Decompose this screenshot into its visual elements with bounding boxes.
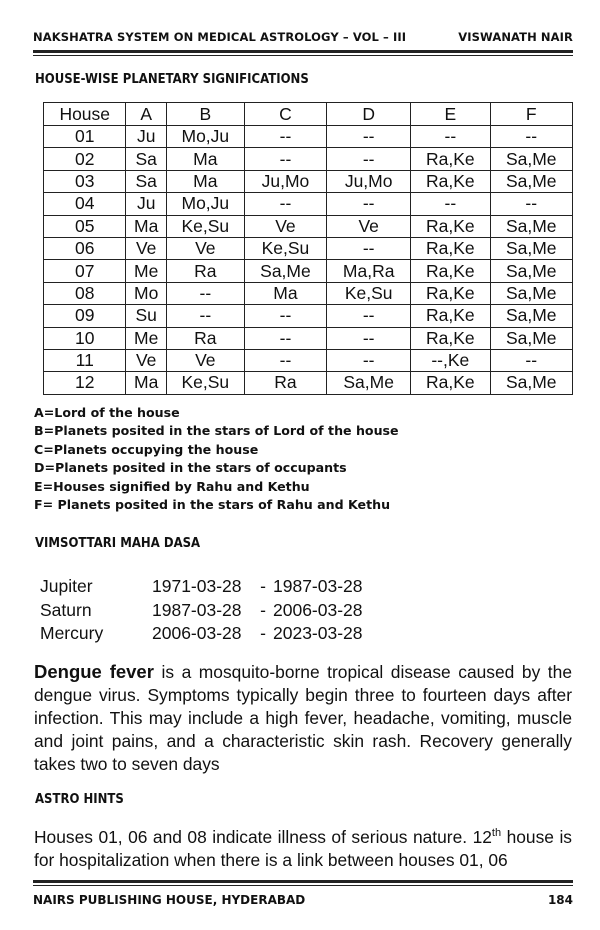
hints-title: ASTRO HINTS xyxy=(35,792,124,807)
table-cell: Ra,Ke xyxy=(411,282,490,304)
table-cell: Sa,Me xyxy=(490,282,573,304)
table-cell: Mo,Ju xyxy=(166,126,244,148)
dasa-end: 2023-03-28 xyxy=(273,623,363,643)
legend-item: B=Planets posited in the stars of Lord of the house xyxy=(34,423,399,439)
table-cell: Ve xyxy=(166,349,244,371)
table-cell: -- xyxy=(490,349,573,371)
table-cell: Ma xyxy=(126,215,166,237)
table-cell: -- xyxy=(327,193,411,215)
table-cell: -- xyxy=(166,305,244,327)
page-number: 184 xyxy=(547,893,573,907)
footer-rule xyxy=(33,885,573,886)
table-cell: -- xyxy=(327,305,411,327)
table-row xyxy=(44,349,573,371)
table-cell: Sa,Me xyxy=(244,260,326,282)
table-cell: 10 xyxy=(44,327,126,349)
table-cell: Ra,Ke xyxy=(411,170,490,192)
table-cell: Ve xyxy=(244,215,326,237)
dasa-title: VIMSOTTARI MAHA DASA xyxy=(35,536,201,551)
table-cell: Ra,Ke xyxy=(411,215,490,237)
table-row xyxy=(44,372,573,394)
table-cell: Sa,Me xyxy=(327,372,411,394)
column-header: D xyxy=(327,103,411,126)
column-header: B xyxy=(166,103,244,126)
table-cell: -- xyxy=(327,148,411,170)
dengue-text: is a mosquito-borne tropical disease caused by the dengue virus. Symptoms typically begin three to fourteen days after infection. This may include a high fever, headache, vomiting, muscle and joint pains, and a characteristic skin rash. Recovery generally takes two to seven days xyxy=(34,662,572,774)
dasa-start: 1971-03-28 xyxy=(152,576,242,596)
table-cell: Sa,Me xyxy=(490,327,573,349)
table-row xyxy=(44,305,573,327)
dasa-separator: - xyxy=(260,623,266,643)
table-cell: Ju xyxy=(126,193,166,215)
author-name: VISWANATH NAIR xyxy=(458,30,573,44)
publisher-name: NAIRS PUBLISHING HOUSE, HYDERABAD xyxy=(33,893,306,907)
table-cell: -- xyxy=(244,193,326,215)
table-cell: -- xyxy=(327,349,411,371)
table-cell: Mo,Ju xyxy=(166,193,244,215)
dasa-row xyxy=(40,575,374,599)
book-title: NAKSHATRA SYSTEM ON MEDICAL ASTROLOGY – VOL – III xyxy=(33,30,407,44)
legend-item: C=Planets occupying the house xyxy=(34,441,259,457)
table-header-row xyxy=(44,103,573,126)
table-cell: Ve xyxy=(126,237,166,259)
table-cell: 03 xyxy=(44,170,126,192)
hints-text-2: house is for hospitalization when there is a link between houses 01, 06 xyxy=(34,826,573,870)
table-cell: Me xyxy=(126,327,166,349)
table-cell: -- xyxy=(166,282,244,304)
table-cell: -- xyxy=(244,148,326,170)
table-cell: 12 xyxy=(44,372,126,394)
table-cell: 04 xyxy=(44,193,126,215)
table-cell: Ra,Ke xyxy=(411,237,490,259)
table-row xyxy=(44,237,573,259)
page-header xyxy=(33,24,573,53)
table-cell: Ju,Mo xyxy=(244,170,326,192)
dasa-periods xyxy=(40,575,374,646)
dasa-row xyxy=(40,599,374,623)
table-cell: Sa xyxy=(126,148,166,170)
legend-item: E=Houses signified by Rahu and Kethu xyxy=(34,478,310,494)
dasa-separator: - xyxy=(260,599,266,620)
table-cell: Ra xyxy=(244,372,326,394)
table-row xyxy=(44,170,573,192)
dasa-start: 2006-03-28 xyxy=(152,623,242,643)
table-cell: Su xyxy=(126,305,166,327)
table-cell: -- xyxy=(327,237,411,259)
dasa-separator: - xyxy=(260,576,266,596)
legend-item: A=Lord of the house xyxy=(34,405,180,420)
table-cell: Ve xyxy=(327,215,411,237)
column-header: F xyxy=(490,103,573,126)
table-cell: Ra xyxy=(166,327,244,349)
table-cell: -- xyxy=(244,349,326,371)
table-row xyxy=(44,148,573,170)
table-cell: Ra,Ke xyxy=(411,148,490,170)
table-legend xyxy=(34,404,399,514)
hints-paragraph xyxy=(34,822,572,872)
table-cell: Ke,Su xyxy=(327,282,411,304)
table-cell: 11 xyxy=(44,349,126,371)
table-title: HOUSE-WISE PLANETARY SIGNIFICATIONS xyxy=(35,72,309,87)
table-row xyxy=(44,282,573,304)
table-cell: 08 xyxy=(44,282,126,304)
column-header: House xyxy=(44,103,126,126)
table-cell: 05 xyxy=(44,215,126,237)
table-cell: Sa,Me xyxy=(490,260,573,282)
table-cell: Ma xyxy=(244,282,326,304)
table-cell: 02 xyxy=(44,148,126,170)
table-cell: Sa,Me xyxy=(490,305,573,327)
table-cell: Mo xyxy=(126,282,166,304)
table-cell: Ju xyxy=(126,126,166,148)
table-cell: Sa,Me xyxy=(490,372,573,394)
table-cell: Ma xyxy=(166,148,244,170)
dasa-end: 2006-03-28 xyxy=(273,599,363,620)
table-cell: -- xyxy=(490,126,573,148)
table-cell: Me xyxy=(126,260,166,282)
table-cell: Ke,Su xyxy=(166,372,244,394)
table-cell: -- xyxy=(327,327,411,349)
table-cell: 01 xyxy=(44,126,126,148)
table-cell: Ve xyxy=(166,237,244,259)
table-cell: Sa,Me xyxy=(490,215,573,237)
dengue-paragraph xyxy=(34,660,572,776)
table-cell: Ra,Ke xyxy=(411,260,490,282)
table-row xyxy=(44,327,573,349)
table-cell: -- xyxy=(490,193,573,215)
significations-table xyxy=(43,102,573,395)
table-row xyxy=(44,260,573,282)
table-cell: Ke,Su xyxy=(166,215,244,237)
table-cell: Ra,Ke xyxy=(411,372,490,394)
dasa-end: 1987-03-28 xyxy=(273,576,363,596)
table-cell: Sa,Me xyxy=(490,148,573,170)
table-cell: -- xyxy=(244,305,326,327)
table-row xyxy=(44,215,573,237)
table-cell: Ma xyxy=(166,170,244,192)
table-cell: Ma,Ra xyxy=(327,260,411,282)
table-cell: -- xyxy=(327,126,411,148)
table-cell: 09 xyxy=(44,305,126,327)
dengue-term: Dengue fever xyxy=(34,661,154,682)
table-cell: Ke,Su xyxy=(244,237,326,259)
dasa-planet: Mercury xyxy=(40,623,104,643)
table-cell: Ra,Ke xyxy=(411,305,490,327)
column-header: C xyxy=(244,103,326,126)
table-cell: Sa xyxy=(126,170,166,192)
table-cell: 06 xyxy=(44,237,126,259)
hints-text-1: Houses 01, 06 and 08 indicate illness of serious nature. 12 xyxy=(34,826,492,847)
table-cell: Ra xyxy=(166,260,244,282)
table-row xyxy=(44,193,573,215)
legend-item: D=Planets posited in the stars of occupants xyxy=(34,460,347,476)
table-cell: -- xyxy=(411,193,490,215)
dasa-row xyxy=(40,622,374,646)
column-header: A xyxy=(126,103,166,126)
dasa-planet: Jupiter xyxy=(40,576,93,596)
legend-item: F= Planets posited in the stars of Rahu and Kethu xyxy=(34,497,391,513)
dasa-start: 1987-03-28 xyxy=(152,599,242,620)
table-cell: --,Ke xyxy=(411,349,490,371)
page-footer xyxy=(33,880,573,911)
table-cell: 07 xyxy=(44,260,126,282)
column-header: E xyxy=(411,103,490,126)
table-cell: Ma xyxy=(126,372,166,394)
table-cell: -- xyxy=(244,126,326,148)
table-cell: Sa,Me xyxy=(490,170,573,192)
table-cell: -- xyxy=(244,327,326,349)
table-cell: Sa,Me xyxy=(490,237,573,259)
table-cell: Ju,Mo xyxy=(327,170,411,192)
table-cell: Ve xyxy=(126,349,166,371)
table-row xyxy=(44,126,573,148)
header-rule xyxy=(33,55,573,56)
hints-superscript: th xyxy=(491,827,502,839)
table-cell: Ra,Ke xyxy=(411,327,490,349)
table-cell: -- xyxy=(411,126,490,148)
dasa-planet: Saturn xyxy=(40,599,92,620)
